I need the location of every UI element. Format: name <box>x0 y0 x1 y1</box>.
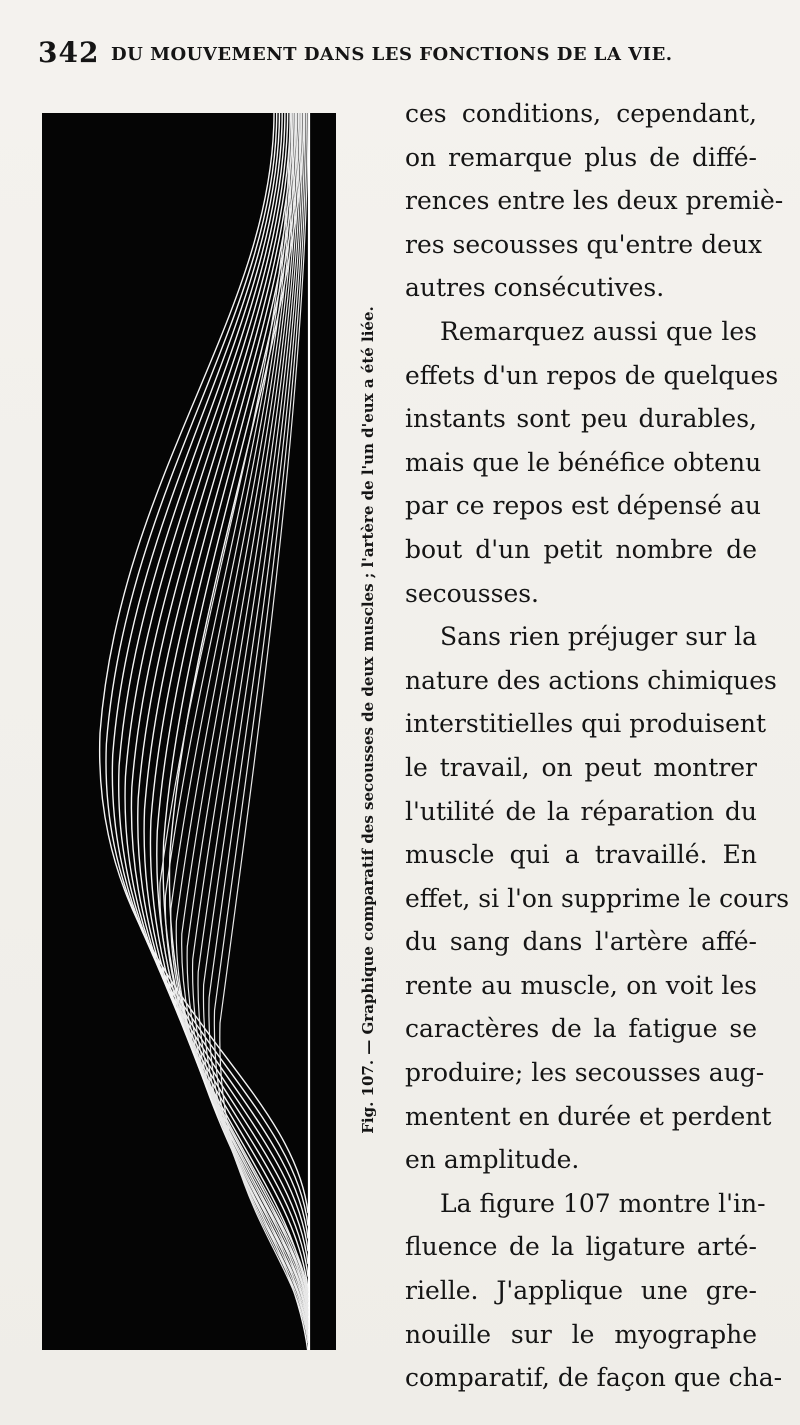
text-line: Remarquez aussi que les <box>440 316 757 346</box>
figure-107-myograph-plate <box>42 113 336 1350</box>
text-line: autres consécutives. <box>405 273 665 303</box>
text-line: mais que le bénéfice obtenu <box>405 447 762 477</box>
page-number: 342 <box>38 36 100 69</box>
text-line: bout d'un petit nombre de <box>405 534 757 564</box>
text-line: rielle. J'applique une gre- <box>405 1276 757 1306</box>
running-header <box>38 36 778 76</box>
text-line: du sang dans l'artère affé- <box>405 927 757 957</box>
text-line: Sans rien préjuger sur la <box>440 622 757 652</box>
text-line: rences entre les deux premiè- <box>405 186 784 216</box>
twitch-curve-ligated <box>182 113 308 1311</box>
text-line: le travail, on peut montrer <box>405 752 757 782</box>
twitch-curve-normal <box>100 113 308 1213</box>
text-line: on remarque plus de diffé- <box>405 142 757 172</box>
text-line: comparatif, de façon que cha- <box>405 1363 783 1393</box>
text-line: nouille sur le myographe <box>405 1319 757 1349</box>
text-line: ces conditions, cependant, <box>405 99 757 128</box>
text-line: fluence de la ligature arté- <box>405 1232 757 1262</box>
text-line: instants sont peu durables, <box>405 404 757 434</box>
running-title: DU MOUVEMENT DANS LES FONCTIONS DE LA VIE. <box>111 44 673 65</box>
figure-caption: Fig. 107. — Graphique comparatif des secousses de deux muscles ; l'artère de l'un d'eux a été liée. <box>359 306 377 1134</box>
text-line: produire; les secousses aug- <box>405 1058 765 1088</box>
text-line: en amplitude. <box>405 1145 580 1175</box>
text-line: caractères de la fatigue se <box>405 1014 757 1044</box>
text-line: interstitielles qui produisent <box>405 709 767 739</box>
text-line: rente au muscle, on voit les <box>405 970 757 1000</box>
body-text <box>405 92 790 1400</box>
text-line: effets d'un repos de quelques <box>405 360 779 390</box>
text-line: nature des actions chimiques <box>405 665 777 695</box>
text-line: par ce repos est dépensé au <box>405 491 762 521</box>
text-line: muscle qui a travaillé. En <box>405 840 757 870</box>
myograph-tracing <box>42 113 336 1350</box>
figure-caption-container <box>353 270 383 1170</box>
text-line: effet, si l'on supprime le cours <box>405 883 790 913</box>
text-line: La figure 107 montre l'in- <box>440 1188 766 1218</box>
text-line: res secousses qu'entre deux <box>405 229 763 259</box>
text-line: l'utilité de la réparation du <box>405 796 757 826</box>
text-line: secousses. <box>405 578 540 608</box>
text-line: mentent en durée et perdent <box>405 1101 772 1131</box>
twitch-curve-ligated <box>171 113 308 1302</box>
